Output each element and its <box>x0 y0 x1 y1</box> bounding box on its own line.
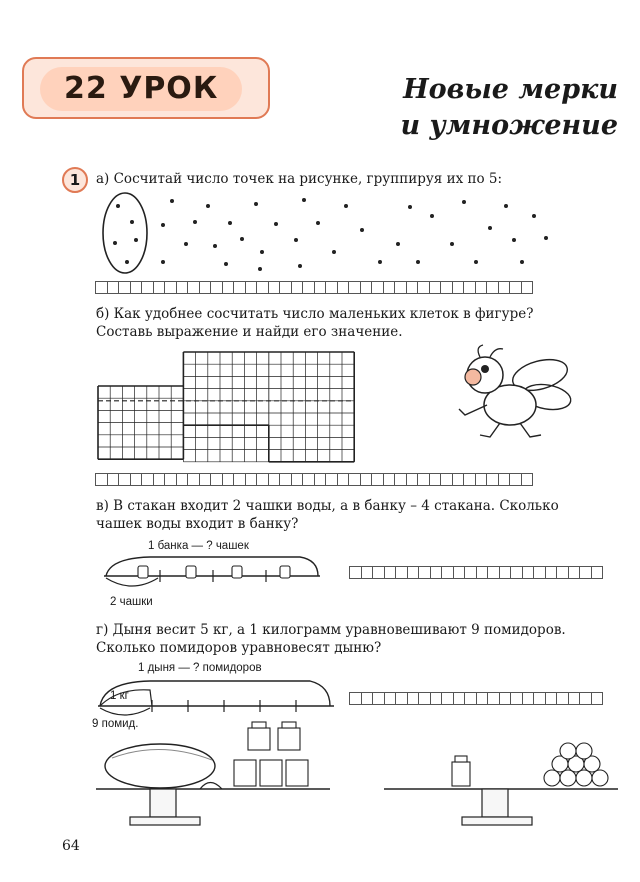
v-diagram-bottom-label: 2 чашки <box>110 596 153 608</box>
g-diagram-inner-label: 1 кг <box>110 690 129 702</box>
right-scale-icon <box>384 743 618 825</box>
melon-icon <box>105 744 215 788</box>
lesson-title-line2: и умножение <box>400 110 618 141</box>
task-v-line1: в) В стакан входит 2 чашки воды, а в банку – 4 стакана. Сколько <box>96 498 559 514</box>
lesson-badge: 22 УРОК <box>40 67 242 111</box>
g-diagram-top-label: 1 дыня — ? помидоров <box>138 662 262 674</box>
task-b-line1: б) Как удобнее сосчитать число маленьких клеток в фигуре? <box>96 306 534 322</box>
weights-icon <box>234 722 308 786</box>
task-v-line2: чашек воды входит в банку? <box>96 516 299 532</box>
task-number: 1 <box>62 167 88 193</box>
v-diagram-top-label: 1 банка — ? чашек <box>148 540 249 552</box>
task-g-line2: Сколько помидоров уравновесят дыню? <box>96 640 382 656</box>
g-diagram-bottom-label: 9 помид. <box>92 718 139 730</box>
lesson-title-line1: Новые мерки <box>403 74 618 105</box>
task-b-line2: Составь выражение и найди его значение. <box>96 324 403 340</box>
task-g-line1: г) Дыня весит 5 кг, а 1 килограмм уравновешивают 9 помидоров. <box>96 622 566 638</box>
left-scale-icon <box>96 722 330 825</box>
page-number: 64 <box>62 838 80 854</box>
weight-icon <box>452 756 470 786</box>
tomatoes-icon <box>544 743 608 786</box>
task-a-text: а) Сосчитай число точек на рисунке, группируя их по 5: <box>96 171 503 187</box>
